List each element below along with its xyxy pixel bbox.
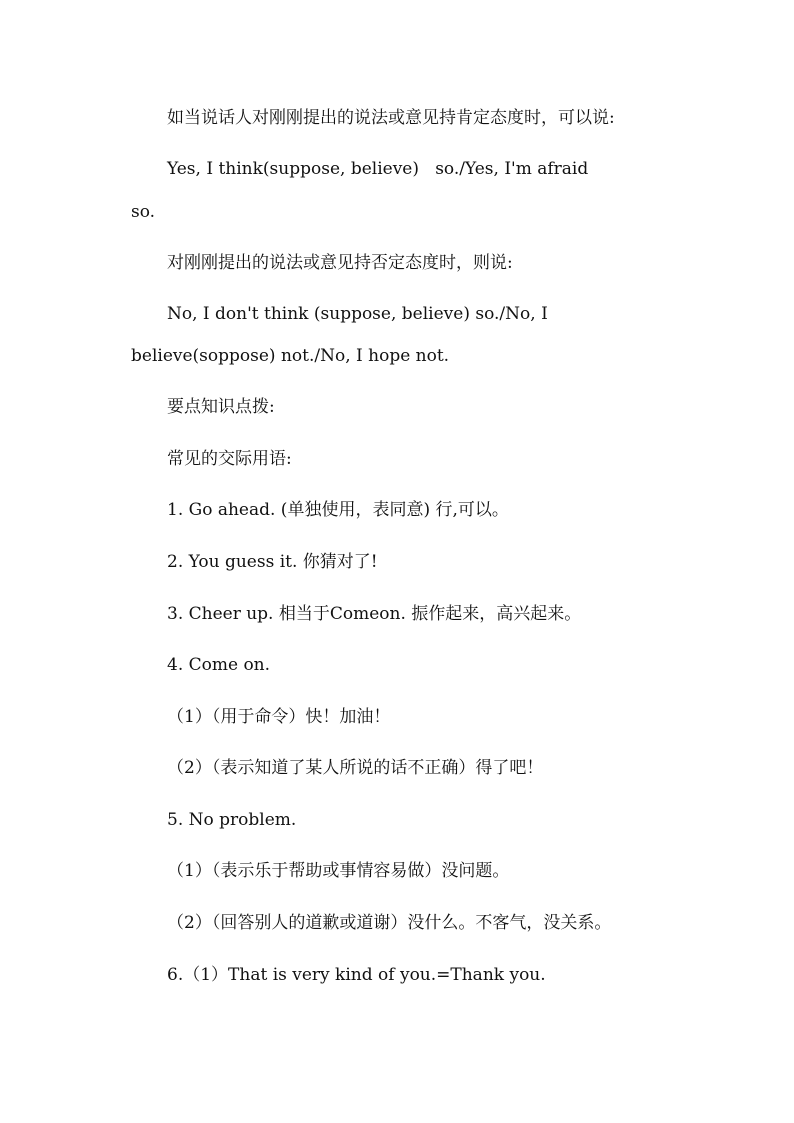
paragraph-negative-intro: 对刚刚提出的说法或意见持否定态度时，则说: bbox=[167, 253, 513, 273]
section-heading-key-points: 要点知识点拨: bbox=[167, 397, 275, 417]
list-item-5-sub-2: （2）（回答别人的道歉或道谢）没什么。不客气，没关系。 bbox=[167, 913, 612, 933]
list-item-5-sub-1: （1）（表示乐于帮助或事情容易做）没问题。 bbox=[167, 861, 510, 881]
list-item-4-sub-1: （1）（用于命令）快！加油！ bbox=[167, 707, 391, 727]
list-item-3: 3. Cheer up. 相当于Comeon. 振作起来，高兴起来。 bbox=[167, 604, 582, 624]
paragraph-negative-example-cont: believe(soppose) not./No, I hope not. bbox=[131, 346, 450, 366]
list-item-4-sub-2: （2）（表示知道了某人所说的话不正确）得了吧！ bbox=[167, 758, 544, 778]
list-item-5: 5. No problem. bbox=[167, 810, 297, 830]
list-item-4: 4. Come on. bbox=[167, 655, 271, 675]
list-item-2: 2. You guess it. 你猜对了! bbox=[167, 552, 378, 572]
paragraph-negative-example: No, I don't think (suppose, believe) so./No, I bbox=[167, 304, 548, 324]
paragraph-affirmative-intro: 如当说话人对刚刚提出的说法或意见持肯定态度时，可以说: bbox=[167, 108, 615, 128]
paragraph-affirmative-example: Yes, I think(suppose, believe) so./Yes, I'm afraid bbox=[167, 159, 589, 179]
section-heading-common-phrases: 常见的交际用语: bbox=[167, 449, 292, 469]
paragraph-affirmative-example-cont: so. bbox=[131, 202, 156, 222]
list-item-6: 6.（1）That is very kind of you.=Thank you. bbox=[167, 965, 546, 985]
list-item-1: 1. Go ahead. (单独使用，表同意) 行,可以。 bbox=[167, 500, 509, 520]
